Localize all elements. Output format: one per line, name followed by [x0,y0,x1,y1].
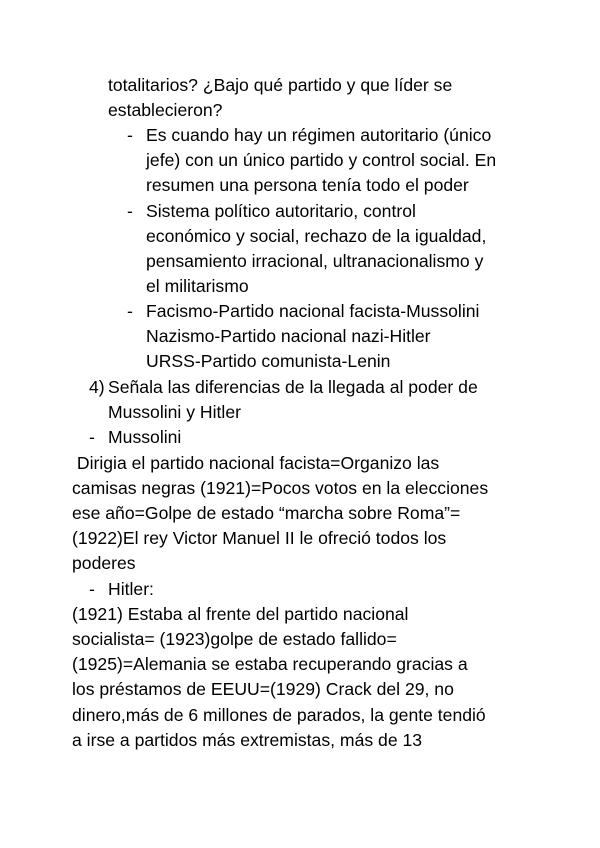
paragraph-line: (1922)El rey Victor Manuel II le ofreció todos los [72,528,447,548]
answer-line: Nazismo-Partido nacional nazi-Hitler [146,326,431,346]
bullet-dash: - [127,301,133,321]
bullet-dash: - [127,201,133,221]
question-text-line: totalitarios? ¿Bajo qué partido y que líder se [108,75,453,95]
paragraph-line: ese año=Golpe de estado “marcha sobre Roma”= [72,503,461,523]
answer-line: Facismo-Partido nacional facista-Mussolini [146,301,480,321]
section-heading-hitler: Hitler: [108,579,154,599]
answer-line: pensamiento irracional, ultranacionalismo y [146,251,484,271]
bullet-dash: - [89,579,95,599]
answer-line: URSS-Partido comunista-Lenin [146,351,391,371]
answer-line: jefe) con un único partido y control social. En [146,150,497,170]
paragraph-line: dinero,más de 6 millones de parados, la gente tendió [72,705,486,725]
paragraph-line: Dirigia el partido nacional facista=Organizo las [72,453,440,473]
paragraph-line: poderes [72,553,136,573]
answer-line: el militarismo [146,276,249,296]
answer-line: Es cuando hay un régimen autoritario (único [146,125,492,145]
section-heading-mussolini: Mussolini [108,427,182,447]
paragraph-line: a irse a partidos más extremistas, más de 13 [72,730,423,750]
paragraph-line: socialista= (1923)golpe de estado fallido= [72,629,397,649]
answer-line: Sistema político autoritario, control [146,201,416,221]
paragraph-line: camisas negras (1921)=Pocos votos en la elecciones [72,478,489,498]
question-number: 4) [89,377,105,397]
bullet-dash: - [127,125,133,145]
answer-line: resumen una persona tenía todo el poder [146,175,469,195]
question-text-line: Señala las diferencias de la llegada al poder de [108,377,478,397]
answer-line: económico y social, rechazo de la igualdad, [146,226,487,246]
paragraph-line: los préstamos de EEUU=(1929) Crack del 29, no [72,679,454,699]
question-text-line: establecieron? [108,100,223,120]
bullet-dash: - [89,427,95,447]
paragraph-line: (1925)=Alemania se estaba recuperando gracias a [72,654,468,674]
question-text-line: Mussolini y Hitler [108,402,241,422]
paragraph-line: (1921) Estaba al frente del partido nacional [72,604,409,624]
